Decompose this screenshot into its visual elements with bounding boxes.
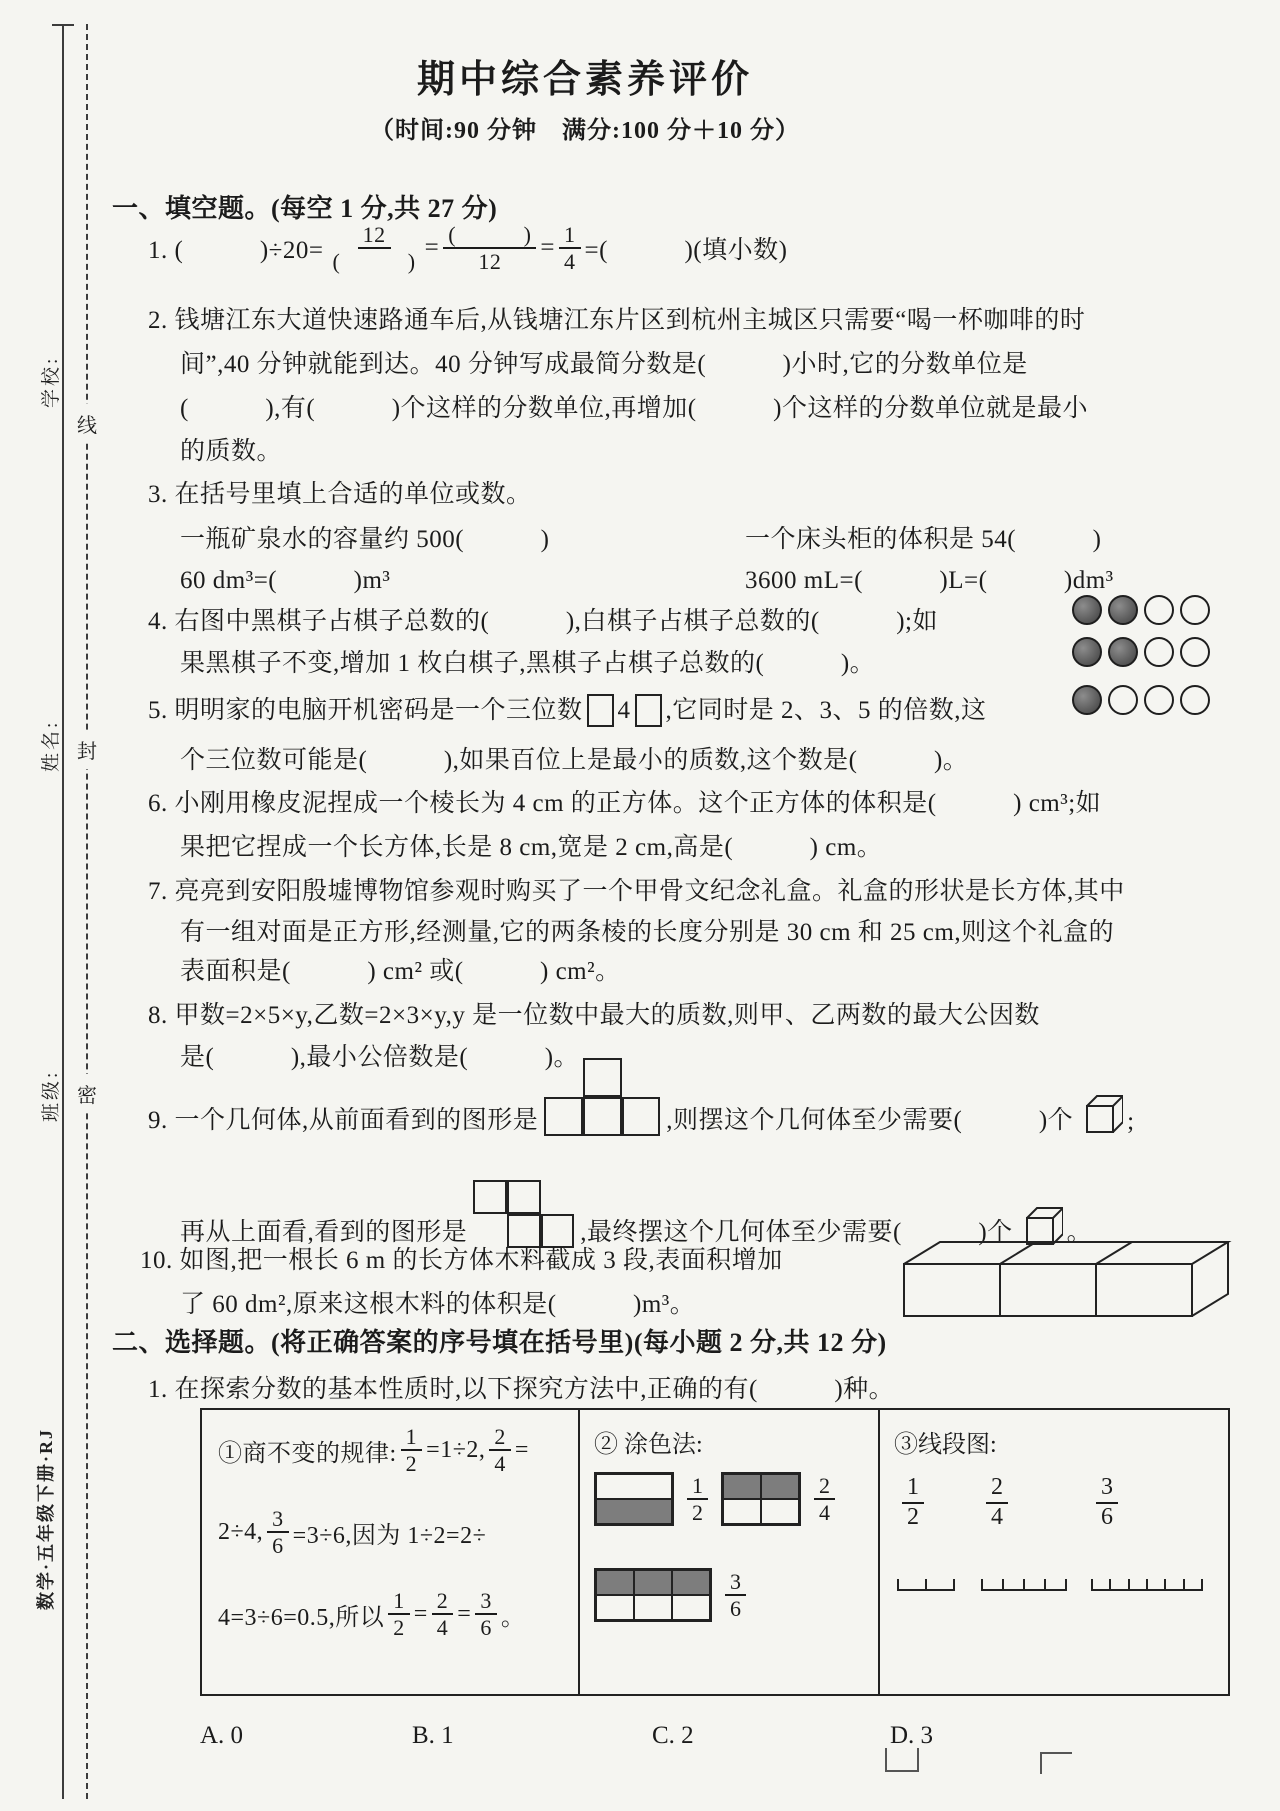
page-subtitle: （时间:90 分钟 满分:100 分＋10 分） (370, 118, 800, 144)
question-7-line-3: 表面积是( ) cm² 或( ) cm²。 (180, 958, 621, 985)
method-1-line-3: 4=3÷6=0.5,所以 $\frac{1}{2}$ = $\frac{2}{4}$ = $\frac{3}{6}$ 。 (218, 1588, 526, 1641)
page-title: 期中综合素养评价 (416, 59, 753, 101)
question-3-item-1a: 一瓶矿泉水的容量约 500( ) (180, 526, 550, 553)
seal-line-char-mi: 密 (75, 1074, 99, 1113)
segment-line-quarters (982, 1577, 1066, 1591)
seal-line-char-xian: 线 (75, 404, 99, 443)
stones-row-2 (1072, 637, 1210, 667)
section-1-heading: 一、填空题。(每空 1 分,共 27 分) (112, 194, 498, 223)
m2-fraction-2-4: $\frac{2}{4}$ (814, 1473, 835, 1526)
cuboid-diagram (900, 1236, 1232, 1322)
option-c: C. 2 (652, 1722, 694, 1749)
method-1-line-1: ①商不变的规律: $\frac{1}{2}$ =1÷2, $\frac{2}{4}$ = (218, 1424, 529, 1477)
shaded-bar-1-2 (594, 1472, 674, 1526)
shaded-bar-2-4 (721, 1472, 801, 1526)
q1-fraction-2: $\frac{( )}{12}$ (443, 222, 536, 275)
question-8-line-2: 是( ),最小公倍数是( )。 (180, 1044, 580, 1071)
shaded-bar-3-6 (594, 1568, 712, 1622)
class-label: 班级: (41, 1069, 62, 1122)
black-stone (1108, 595, 1138, 625)
question-4-line-1: 4. 右图中黑棋子占棋子总数的( ),白棋子占棋子总数的( );如 (148, 608, 938, 635)
q5-prefix: 5. 明明家的电脑开机密码是一个三位数 (148, 697, 583, 724)
white-stone (1144, 685, 1174, 715)
question-2-line-4: 的质数。 (180, 438, 283, 465)
question-10-line-1: 10. 如图,把一根长 6 m 的长方体木料截成 3 段,表面积增加 (140, 1247, 783, 1274)
q1-suffix: =( )(填小数) (584, 237, 788, 265)
q1-prefix: 1. ( )÷20= (148, 237, 324, 265)
m2-fraction-1-2: $\frac{1}{2}$ (687, 1473, 708, 1526)
q5-suffix: ,它同时是 2、3、5 的倍数,这 (665, 697, 987, 724)
booklet-footer: 数学·五年级下册·RJ (36, 1427, 56, 1610)
method-2-row-1 (594, 1472, 839, 1526)
question-3-heading: 3. 在括号里填上合适的单位或数。 (148, 481, 532, 508)
table-divider-2 (878, 1410, 880, 1694)
q9-line1-middle: ,则摆这个几何体至少需要( )个 (666, 1107, 1074, 1134)
segment-line-sixths (1092, 1577, 1202, 1591)
front-view-shape (544, 1058, 660, 1136)
q9-line2-middle: ,最终摆这个几何体至少需要( )个 (580, 1219, 1013, 1246)
stones-row-1 (1072, 595, 1210, 625)
name-label: 姓名: (41, 719, 62, 772)
method-2-row-2 (594, 1568, 750, 1622)
question-9-line-1 (148, 1058, 1135, 1136)
cut-mark-right (1040, 1752, 1072, 1774)
question-7-line-1: 7. 亮亮到安阳殷墟博物馆参观时购买了一个甲骨文纪念礼盒。礼盒的形状是长方体,其中 (148, 878, 1125, 905)
option-d: D. 3 (890, 1722, 934, 1749)
question-3-item-1b: 一个床头柜的体积是 54( ) (745, 526, 1102, 553)
segment-column-3 (1092, 1474, 1202, 1591)
white-stone (1144, 637, 1174, 667)
q9-line1-prefix: 9. 一个几何体,从前面看到的图形是 (148, 1107, 539, 1134)
question-1 (148, 222, 787, 275)
m2-fraction-3-6: $\frac{3}{6}$ (725, 1569, 746, 1622)
m3-fraction-2-4: $\frac{2}{4}$ (986, 1474, 1008, 1531)
question-5-line-1 (148, 690, 987, 727)
password-digit: 4 (617, 697, 631, 724)
m3-fraction-1-2: $\frac{1}{2}$ (902, 1474, 924, 1531)
question-2-line-2: 间”,40 分钟就能到达。40 分钟写成最简分数是( )小时,它的分数单位是 (180, 351, 1028, 378)
q9-line2-end: 。 (1066, 1219, 1093, 1246)
school-label: 学校: (41, 355, 62, 408)
binding-dashed-line (86, 24, 88, 1799)
cube-icon (1079, 1090, 1123, 1136)
question-3-item-2b: 3600 mL=( )L=( )dm³ (745, 567, 1114, 594)
black-stone (1072, 685, 1102, 715)
m3-fraction-3-6: $\frac{3}{6}$ (1096, 1474, 1118, 1531)
stones-row-3 (1072, 685, 1210, 715)
question-6-line-1: 6. 小刚用橡皮泥捏成一个棱长为 4 cm 的正方体。这个正方体的体积是( ) cm³;如 (148, 790, 1102, 817)
white-stone (1180, 685, 1210, 715)
question-7-line-2: 有一组对面是正方形,经测量,它的两条棱的长度分别是 30 cm 和 25 cm,则这个礼盒的 (180, 919, 1115, 946)
option-a: A. 0 (200, 1722, 244, 1749)
method-2-title: ② 涂色法: (594, 1432, 703, 1458)
q1-equals-2: = (540, 234, 556, 262)
password-box-1 (587, 694, 614, 727)
question-6-line-2: 果把它捏成一个长方体,长是 8 cm,宽是 2 cm,高是( ) cm。 (180, 834, 883, 861)
question-8-line-1: 8. 甲数=2×5×y,乙数=2×3×y,y 是一位数中最大的质数,则甲、乙两数的最大公因数 (148, 1002, 1040, 1029)
black-stone (1072, 637, 1102, 667)
q9-line2-prefix: 再从上面看,看到的图形是 (180, 1219, 468, 1246)
white-stone (1180, 595, 1210, 625)
option-b: B. 1 (412, 1722, 454, 1749)
password-box-2 (635, 694, 662, 727)
q1-fraction-3: $\frac{1}{4}$ (559, 222, 581, 275)
methods-table (200, 1408, 1230, 1696)
choice-question-1: 1. 在探索分数的基本性质时,以下探究方法中,正确的有( )种。 (148, 1376, 895, 1403)
q1-equals-1: = (424, 234, 440, 262)
section-2-heading: 二、选择题。(将正确答案的序号填在括号里)(每小题 2 分,共 12 分) (112, 1328, 887, 1357)
black-stone (1072, 595, 1102, 625)
method-3-title: ③线段图: (894, 1432, 997, 1458)
method-1-line-2: 2÷4, $\frac{3}{6}$ =3÷6,因为 1÷2=2÷ (218, 1506, 487, 1559)
question-4-line-2: 果黑棋子不变,增加 1 枚白棋子,黑棋子占棋子总数的( )。 (180, 650, 876, 677)
table-divider-1 (578, 1410, 580, 1694)
cut-mark-left (885, 1748, 919, 1772)
top-view-shape (473, 1180, 574, 1248)
black-stone (1108, 637, 1138, 667)
segment-line-halves (898, 1577, 954, 1591)
binding-solid-line (62, 24, 64, 1799)
white-stone (1108, 685, 1138, 715)
question-5-line-2: 个三位数可能是( ),如果百位上是最小的质数,这个数是( )。 (180, 747, 969, 774)
q9-line1-end: ; (1127, 1108, 1135, 1135)
seal-line-char-feng: 封 (75, 730, 99, 769)
white-stone (1180, 637, 1210, 667)
q1-fraction-1: $\frac{12}{( )}$ (332, 222, 416, 275)
white-stone (1144, 595, 1174, 625)
question-2-line-1: 2. 钱塘江东大道快速路通车后,从钱塘江东片区到杭州主城区只需要“喝一杯咖啡的时 (148, 307, 1086, 334)
question-10-line-2: 了 60 dm²,原来这根木料的体积是( )m³。 (180, 1291, 696, 1318)
segment-column-2 (982, 1474, 1066, 1591)
question-3-item-2a: 60 dm³=( )m³ (180, 567, 391, 594)
question-2-line-3: ( ),有( )个这样的分数单位,再增加( )个这样的分数单位就是最小 (180, 395, 1088, 422)
segment-column-1 (898, 1474, 954, 1591)
